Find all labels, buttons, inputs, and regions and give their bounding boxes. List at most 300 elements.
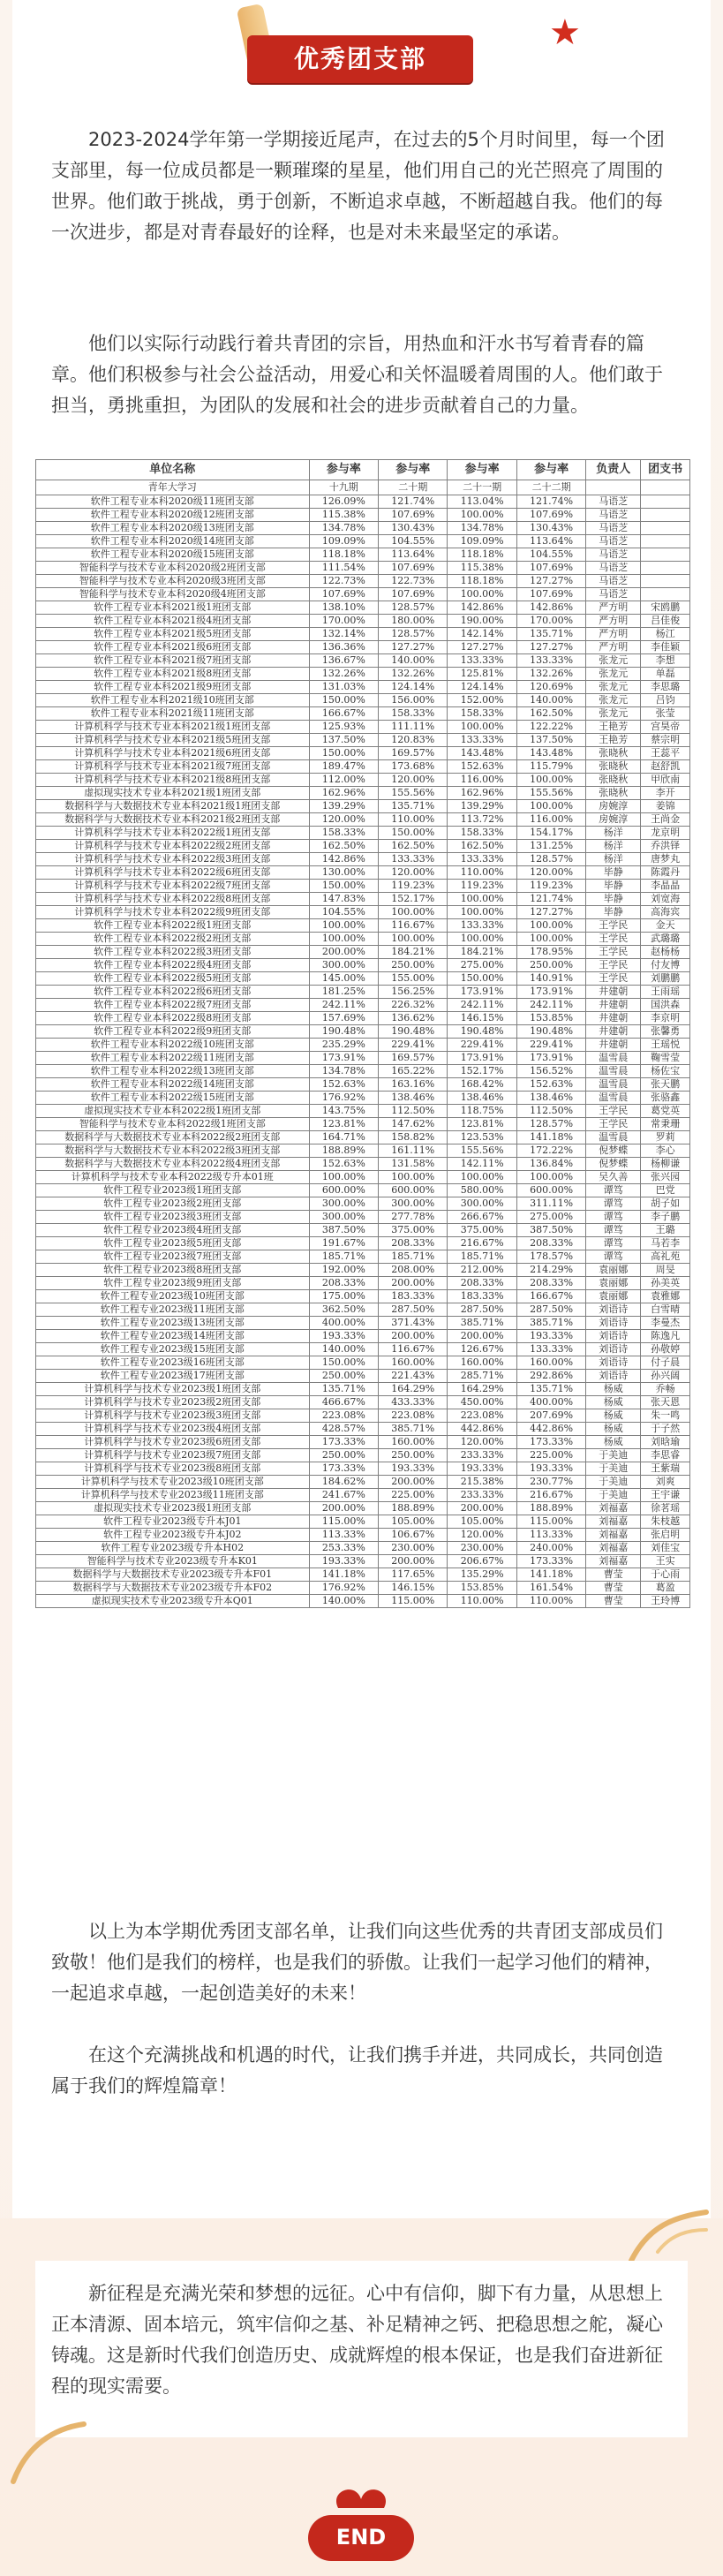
- table-row: [36, 1317, 690, 1330]
- table-cell: 162.50%: [448, 840, 516, 853]
- table-cell: 软件工程专业2023级15班团支部: [36, 1343, 310, 1356]
- table-cell: 226.32%: [379, 999, 448, 1012]
- table-cell: 119.23%: [448, 880, 516, 893]
- table-cell: 计算机科学与技术专业2023级7班团支部: [36, 1449, 310, 1462]
- table-cell: 虚拟现实技术专业2023级1班团支部: [36, 1502, 310, 1515]
- table-cell: 110.00%: [448, 1595, 516, 1608]
- table-cell: 100.00%: [516, 933, 585, 946]
- table-cell: 113.04%: [448, 495, 516, 509]
- table-cell: 软件工程专业2023级10班团支部: [36, 1290, 310, 1303]
- table-cell: 230.77%: [516, 1476, 585, 1489]
- table-cell: 292.86%: [516, 1370, 585, 1383]
- table-cell: 曹莹: [586, 1582, 641, 1595]
- table-cell: 158.33%: [379, 707, 448, 721]
- table-cell: 146.15%: [448, 1012, 516, 1025]
- table-cell: 138.46%: [379, 1092, 448, 1105]
- table-cell: 软件工程专业2023级4班团支部: [36, 1224, 310, 1237]
- table-cell: 李曼杰: [641, 1317, 690, 1330]
- table-row: [36, 1356, 690, 1370]
- table-cell: 金天: [641, 919, 690, 933]
- table-row: [36, 1515, 690, 1529]
- table-cell: 180.00%: [379, 615, 448, 628]
- table-cell: 287.50%: [379, 1303, 448, 1317]
- table-cell: [641, 495, 690, 509]
- table-cell: 229.41%: [448, 1039, 516, 1052]
- table-cell: 葛党英: [641, 1105, 690, 1118]
- table-cell: 169.57%: [379, 1052, 448, 1065]
- table-cell: 温雪晨: [586, 1052, 641, 1065]
- table-cell: 111.54%: [309, 562, 378, 575]
- table-row: [36, 1012, 690, 1025]
- table-cell: 230.00%: [379, 1542, 448, 1555]
- table-cell: 王璐: [641, 1224, 690, 1237]
- table-cell: 袁雅娜: [641, 1290, 690, 1303]
- table-cell: 刘语诗: [586, 1317, 641, 1330]
- table-cell: 193.33%: [516, 1330, 585, 1343]
- table-cell: 142.11%: [448, 1158, 516, 1171]
- table-cell: 155.56%: [516, 787, 585, 800]
- table-cell: 225.00%: [516, 1449, 585, 1462]
- table-row: [36, 1489, 690, 1502]
- table-row: [36, 734, 690, 747]
- table-cell: 287.50%: [448, 1303, 516, 1317]
- table-row: [36, 1025, 690, 1039]
- table-cell: 计算机科学与技术专业本科2022级6班团支部: [36, 866, 310, 880]
- table-cell: 房婉淳: [586, 813, 641, 827]
- table-row: [36, 1144, 690, 1158]
- table-cell: 193.33%: [516, 1462, 585, 1476]
- table-cell: 130.43%: [379, 522, 448, 535]
- table-cell: 158.33%: [448, 827, 516, 840]
- table-cell: 温雪晨: [586, 1092, 641, 1105]
- table-cell: 158.33%: [309, 827, 378, 840]
- table-row: [36, 1052, 690, 1065]
- table-cell: 116.00%: [516, 813, 585, 827]
- table-cell: 张天鹏: [641, 1078, 690, 1092]
- table-cell: 188.89%: [516, 1502, 585, 1515]
- table-cell: 241.67%: [309, 1489, 378, 1502]
- table-cell: 软件工程专业本科2021级9班团支部: [36, 681, 310, 694]
- table-cell: 208.33%: [448, 1277, 516, 1290]
- table-row: [36, 1158, 690, 1171]
- table-cell: 221.43%: [379, 1370, 448, 1383]
- table-cell: 徐茗瑶: [641, 1502, 690, 1515]
- table-cell: 183.33%: [448, 1290, 516, 1303]
- table-cell: 132.26%: [309, 668, 378, 681]
- table-cell: 软件工程专业2023级专升本J01: [36, 1515, 310, 1529]
- table-cell: 266.67%: [448, 1211, 516, 1224]
- table-cell: 王学民: [586, 919, 641, 933]
- table-cell: 软件工程专业2023级专升本J02: [36, 1529, 310, 1542]
- table-cell: 143.48%: [516, 747, 585, 760]
- table-cell: 139.29%: [448, 800, 516, 813]
- table-cell: 133.33%: [448, 654, 516, 668]
- table-cell: 周旻: [641, 1264, 690, 1277]
- table-cell: 173.68%: [379, 760, 448, 774]
- table-cell: 赵杨杨: [641, 946, 690, 959]
- table-cell: 235.29%: [309, 1039, 378, 1052]
- table-cell: 李京明: [641, 1012, 690, 1025]
- table-row: [36, 588, 690, 601]
- table-cell: 300.00%: [448, 1197, 516, 1211]
- table-cell: 计算机科学与技术专业2023级3班团支部: [36, 1409, 310, 1423]
- table-cell: 计算机科学与技术专业本科2022级2班团支部: [36, 840, 310, 853]
- table-cell: 242.11%: [309, 999, 378, 1012]
- table-cell: 311.11%: [516, 1197, 585, 1211]
- table-row: [36, 1224, 690, 1237]
- table-cell: 100.00%: [448, 906, 516, 919]
- table-cell: 刘福嘉: [586, 1555, 641, 1568]
- table-cell: 乔畅: [641, 1383, 690, 1396]
- table-cell: 计算机科学与技术专业本科2022级9班团支部: [36, 906, 310, 919]
- table-cell: 157.69%: [309, 1012, 378, 1025]
- table-cell: 147.83%: [309, 893, 378, 906]
- table-cell: 152.63%: [516, 1078, 585, 1092]
- table-cell: 185.71%: [379, 1250, 448, 1264]
- table-cell: 140.00%: [309, 1343, 378, 1356]
- table-cell: 184.21%: [379, 946, 448, 959]
- table-cell: 173.33%: [516, 1436, 585, 1449]
- table-cell: 刘语诗: [586, 1330, 641, 1343]
- table-cell: 132.26%: [516, 668, 585, 681]
- table-cell: 185.71%: [448, 1250, 516, 1264]
- table-cell: 142.86%: [309, 853, 378, 866]
- table-cell: 143.75%: [309, 1105, 378, 1118]
- table-cell: 200.00%: [448, 1330, 516, 1343]
- table-cell: 126.09%: [309, 495, 378, 509]
- table-cell: 200.00%: [309, 1502, 378, 1515]
- table-cell: 141.18%: [516, 1568, 585, 1582]
- table-cell: 软件工程专业本科2021级5班团支部: [36, 628, 310, 641]
- table-cell: 128.57%: [516, 853, 585, 866]
- table-cell: 156.52%: [516, 1065, 585, 1078]
- table-cell: 曹莹: [586, 1568, 641, 1582]
- table-cell: 120.69%: [516, 681, 585, 694]
- table-cell: 152.63%: [448, 760, 516, 774]
- table-cell: 113.64%: [379, 548, 448, 562]
- table-cell: 223.08%: [448, 1409, 516, 1423]
- table-cell: 杨威: [586, 1409, 641, 1423]
- table-row: [36, 1277, 690, 1290]
- table-cell: 115.38%: [448, 562, 516, 575]
- table-cell: 袁丽娜: [586, 1290, 641, 1303]
- table-cell: 147.62%: [379, 1118, 448, 1131]
- table-cell: 王尚金: [641, 813, 690, 827]
- table-cell: 王学民: [586, 1118, 641, 1131]
- table-cell: 数据科学与大数据技术专业本科2021级1班团支部: [36, 800, 310, 813]
- table-cell: 112.50%: [516, 1105, 585, 1118]
- table-cell: 宫昊帝: [641, 721, 690, 734]
- table-cell: 袁丽娜: [586, 1264, 641, 1277]
- table-row: [36, 1582, 690, 1595]
- table-cell: 计算机科学与技术专业本科2022级3班团支部: [36, 853, 310, 866]
- table-cell: 王瑶悦: [641, 1039, 690, 1052]
- table-row: [36, 1105, 690, 1118]
- table-row: [36, 1237, 690, 1250]
- table-row: [36, 1595, 690, 1608]
- branch-table-container: [35, 459, 690, 1899]
- table-cell: 109.09%: [309, 535, 378, 548]
- table-cell: 300.00%: [309, 1211, 378, 1224]
- table-cell: 付友博: [641, 959, 690, 972]
- table-cell: 153.85%: [448, 1582, 516, 1595]
- table-cell: 106.67%: [379, 1529, 448, 1542]
- table-cell: 166.67%: [309, 707, 378, 721]
- flourish-icon: [9, 2411, 88, 2490]
- table-cell: 115.00%: [379, 1595, 448, 1608]
- table-cell: 计算机科学与技术专业2023级10班团支部: [36, 1476, 310, 1489]
- table-cell: 135.71%: [516, 1383, 585, 1396]
- table-row: [36, 694, 690, 707]
- table-cell: 杨江: [641, 628, 690, 641]
- table-cell: 100.00%: [309, 933, 378, 946]
- table-cell: 软件工程专业本科2022级3班团支部: [36, 946, 310, 959]
- table-cell: 229.41%: [516, 1039, 585, 1052]
- table-cell: 100.00%: [309, 919, 378, 933]
- table-cell: 132.14%: [309, 628, 378, 641]
- table-cell: 100.00%: [448, 588, 516, 601]
- table-cell: 178.57%: [516, 1250, 585, 1264]
- table-row: [36, 1171, 690, 1184]
- table-cell: 580.00%: [448, 1184, 516, 1197]
- table-cell: 116.67%: [379, 1343, 448, 1356]
- table-cell: 600.00%: [379, 1184, 448, 1197]
- table-cell: 杨威: [586, 1396, 641, 1409]
- table-cell: 袁丽娜: [586, 1277, 641, 1290]
- table-cell: 张晓秋: [586, 787, 641, 800]
- table-row: [36, 1529, 690, 1542]
- table-cell: 122.73%: [309, 575, 378, 588]
- table-cell: 吕钧: [641, 694, 690, 707]
- table-cell: 176.92%: [309, 1092, 378, 1105]
- table-row: [36, 495, 690, 509]
- header-banner: 优秀团支部 ★: [0, 0, 723, 97]
- table-cell: 软件工程专业2023级16班团支部: [36, 1356, 310, 1370]
- table-cell: 巴党: [641, 1184, 690, 1197]
- table-cell: 马语芝: [586, 575, 641, 588]
- table-cell: 140.00%: [516, 694, 585, 707]
- outro-paragraph-1: 以上为本学期优秀团支部名单，让我们向这些优秀的共青团支部成员们致敬！他们是我们的榜样，也是我们的骄傲。让我们一起学习他们的精神，一起追求卓越，一起创造美好的未来！: [51, 1921, 663, 2004]
- table-cell: 375.00%: [379, 1224, 448, 1237]
- table-cell: 马语芝: [586, 548, 641, 562]
- table-cell: 120.00%: [379, 774, 448, 787]
- table-cell: 120.83%: [379, 734, 448, 747]
- table-cell: 于心雨: [641, 1568, 690, 1582]
- table-cell: 190.00%: [448, 615, 516, 628]
- table-cell: 井建朝: [586, 1039, 641, 1052]
- table-cell: 135.71%: [379, 800, 448, 813]
- table-row: [36, 774, 690, 787]
- table-cell: 胡子如: [641, 1197, 690, 1211]
- table-row: [36, 1290, 690, 1303]
- table-cell: 123.81%: [448, 1118, 516, 1131]
- table-row: [36, 906, 690, 919]
- table-cell: 张龙元: [586, 681, 641, 694]
- table-cell: [641, 535, 690, 548]
- table-cell: 杨洋: [586, 827, 641, 840]
- table-row: [36, 1462, 690, 1476]
- subheader-cell: 二十期: [379, 480, 448, 495]
- table-cell: 250.00%: [516, 959, 585, 972]
- table-cell: 162.50%: [379, 840, 448, 853]
- table-cell: 王艳芳: [586, 734, 641, 747]
- table-row: [36, 641, 690, 654]
- table-cell: 刘佳宝: [641, 1542, 690, 1555]
- table-cell: 442.86%: [448, 1423, 516, 1436]
- table-cell: 吕佳俊: [641, 615, 690, 628]
- table-cell: 朱枝越: [641, 1515, 690, 1529]
- table-cell: 250.00%: [379, 959, 448, 972]
- table-cell: 数据科学与大数据技术专业本科2021级2班团支部: [36, 813, 310, 827]
- table-cell: 142.86%: [516, 601, 585, 615]
- table-cell: 李开: [641, 787, 690, 800]
- table-cell: 156.00%: [379, 694, 448, 707]
- table-cell: 362.50%: [309, 1303, 378, 1317]
- table-cell: 173.91%: [516, 986, 585, 999]
- table-cell: 113.33%: [516, 1529, 585, 1542]
- subheader-cell: 二十一期: [448, 480, 516, 495]
- table-cell: 112.00%: [309, 774, 378, 787]
- table-cell: 128.57%: [516, 1118, 585, 1131]
- header-rate-2: 参与率: [379, 460, 448, 480]
- table-cell: 毕静: [586, 906, 641, 919]
- table-row: [36, 1131, 690, 1144]
- table-cell: 107.69%: [309, 588, 378, 601]
- table-cell: 162.50%: [309, 840, 378, 853]
- table-cell: 张龙元: [586, 694, 641, 707]
- table-cell: 156.25%: [379, 986, 448, 999]
- table-cell: 王玲博: [641, 1595, 690, 1608]
- table-cell: 软件工程专业本科2021级4班团支部: [36, 615, 310, 628]
- table-cell: 142.14%: [448, 628, 516, 641]
- table-cell: 计算机科学与技术专业本科2021级7班团支部: [36, 760, 310, 774]
- table-cell: 刘爽: [641, 1476, 690, 1489]
- table-cell: 马语芝: [586, 562, 641, 575]
- table-row: [36, 1423, 690, 1436]
- table-cell: 208.33%: [309, 1277, 378, 1290]
- table-cell: 虚拟现实技术专业本科2022级1班团支部: [36, 1105, 310, 1118]
- table-cell: 150.00%: [309, 1356, 378, 1370]
- table-cell: 115.38%: [309, 509, 378, 522]
- table-cell: 软件工程专业本科2020级14班团支部: [36, 535, 310, 548]
- table-cell: 134.78%: [448, 522, 516, 535]
- table-row: [36, 1383, 690, 1396]
- table-cell: 164.29%: [448, 1383, 516, 1396]
- table-cell: 240.00%: [516, 1542, 585, 1555]
- table-cell: 275.00%: [448, 959, 516, 972]
- table-cell: 223.08%: [379, 1409, 448, 1423]
- table-cell: 216.67%: [448, 1237, 516, 1250]
- table-cell: 吴久善: [586, 1171, 641, 1184]
- subheader-cell: 十九期: [309, 480, 378, 495]
- table-row: [36, 1197, 690, 1211]
- table-cell: 185.71%: [309, 1250, 378, 1264]
- table-cell: 124.14%: [448, 681, 516, 694]
- table-cell: 张晓秋: [586, 760, 641, 774]
- table-row: [36, 1211, 690, 1224]
- table-cell: 刘福嘉: [586, 1515, 641, 1529]
- table-cell: 数据科学与大数据技术专业本科2022级4班团支部: [36, 1158, 310, 1171]
- table-cell: 442.86%: [516, 1423, 585, 1436]
- table-row: [36, 1343, 690, 1356]
- table-cell: 134.78%: [309, 1065, 378, 1078]
- table-cell: 软件工程专业2023级9班团支部: [36, 1277, 310, 1290]
- table-subheader-row: [36, 480, 690, 495]
- table-cell: 杨洋: [586, 840, 641, 853]
- table-cell: 127.27%: [516, 906, 585, 919]
- table-cell: 智能科学与技术专业本科2022级1班团支部: [36, 1118, 310, 1131]
- table-cell: 115.79%: [516, 760, 585, 774]
- table-cell: 173.33%: [516, 1555, 585, 1568]
- table-cell: 184.62%: [309, 1476, 378, 1489]
- table-cell: 软件工程专业2023级13班团支部: [36, 1317, 310, 1330]
- table-cell: 陈霞丹: [641, 866, 690, 880]
- table-cell: 刘语诗: [586, 1303, 641, 1317]
- table-cell: 225.00%: [379, 1489, 448, 1502]
- table-row: [36, 760, 690, 774]
- table-cell: 160.00%: [379, 1356, 448, 1370]
- table-cell: 141.18%: [309, 1568, 378, 1582]
- table-cell: 马语芝: [586, 588, 641, 601]
- subheader-cell: 二十二期: [516, 480, 585, 495]
- table-cell: 刘福嘉: [586, 1542, 641, 1555]
- table-cell: [641, 575, 690, 588]
- table-row: [36, 522, 690, 535]
- table-cell: 600.00%: [309, 1184, 378, 1197]
- table-cell: 173.33%: [309, 1462, 378, 1476]
- table-cell: 130.00%: [309, 866, 378, 880]
- table-cell: 软件工程专业本科2022级15班团支部: [36, 1092, 310, 1105]
- table-cell: 严方明: [586, 615, 641, 628]
- table-cell: 杨威: [586, 1423, 641, 1436]
- table-row: [36, 562, 690, 575]
- table-cell: 189.47%: [309, 760, 378, 774]
- table-cell: 165.22%: [379, 1065, 448, 1078]
- table-cell: 181.25%: [309, 986, 378, 999]
- table-cell: 乔洪铎: [641, 840, 690, 853]
- table-cell: 单磊: [641, 668, 690, 681]
- table-cell: 123.53%: [448, 1131, 516, 1144]
- table-cell: 倪梦蝶: [586, 1144, 641, 1158]
- table-cell: 刘福嘉: [586, 1529, 641, 1542]
- table-cell: [641, 509, 690, 522]
- table-cell: 数据科学与大数据技术专业本科2022级3班团支部: [36, 1144, 310, 1158]
- table-cell: 姜锦: [641, 800, 690, 813]
- table-cell: 王蕊平: [641, 747, 690, 760]
- table-cell: [641, 522, 690, 535]
- table-cell: 207.69%: [516, 1409, 585, 1423]
- table-cell: 孙敬婷: [641, 1343, 690, 1356]
- table-cell: 121.74%: [516, 495, 585, 509]
- table-cell: 软件工程专业本科2022级10班团支部: [36, 1039, 310, 1052]
- table-cell: 李子鹏: [641, 1211, 690, 1224]
- table-cell: 122.73%: [379, 575, 448, 588]
- table-cell: 王艳芳: [586, 721, 641, 734]
- table-cell: 172.22%: [516, 1144, 585, 1158]
- outro-paragraph-2: 在这个充满挑战和机遇的时代，让我们携手并进，共同成长，共同创造属于我们的辉煌篇章！: [51, 2044, 663, 2096]
- table-cell: 罗莉: [641, 1131, 690, 1144]
- table-cell: 软件工程专业2023级1班团支部: [36, 1184, 310, 1197]
- table-cell: 600.00%: [516, 1184, 585, 1197]
- table-cell: 高海宾: [641, 906, 690, 919]
- table-cell: 200.00%: [309, 946, 378, 959]
- table-cell: [641, 588, 690, 601]
- table-cell: 李思璐: [641, 681, 690, 694]
- table-cell: 100.00%: [516, 774, 585, 787]
- table-cell: 161.54%: [516, 1582, 585, 1595]
- table-cell: 温雪晨: [586, 1131, 641, 1144]
- intro-paragraph-1: 2023-2024学年第一学期接近尾声，在过去的5个月时间里，每一个团支部里，每一位成员都是一颗璀璨的星星，他们用自己的光芒照亮了周围的世界。他们敢于挑战，勇于创新，不断追求卓越，不断超越自我。他们的每一次进步，都是对青春最好的诠释，也是对未来最坚定的承诺。: [51, 129, 665, 243]
